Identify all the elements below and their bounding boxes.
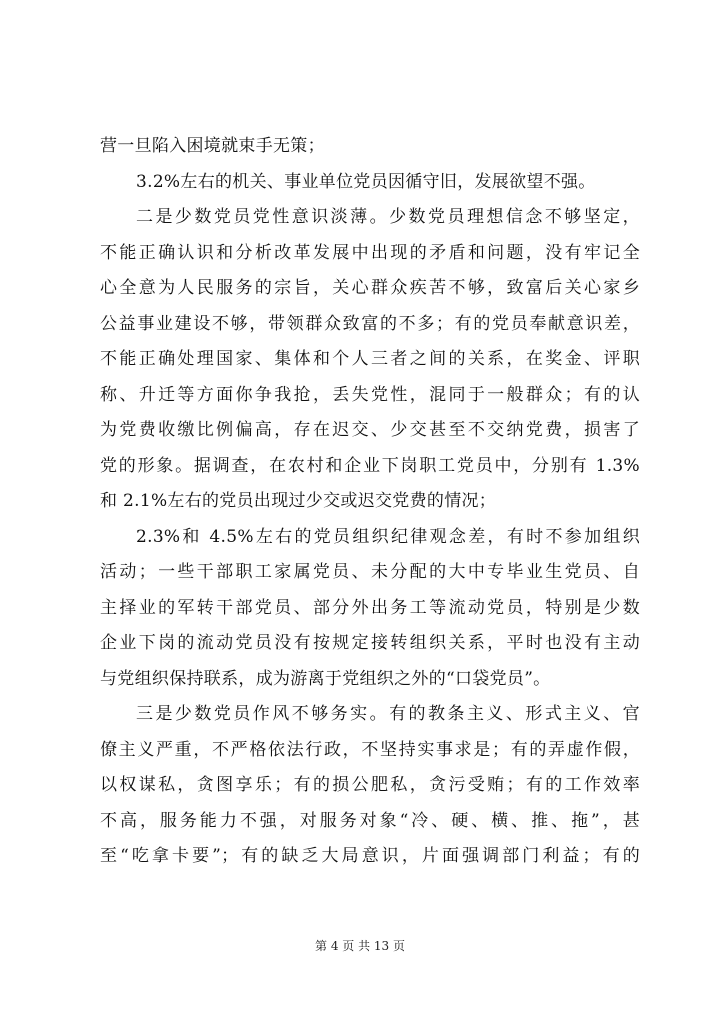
text-line: 不高，服务能力不强，对服务对象“冷、硬、横、推、拖”，甚	[100, 810, 640, 831]
text-line: 二是少数党员党性意识淡薄。少数党员理想信念不够坚定，	[136, 207, 640, 227]
text-line: 三是少数党员作风不够务实。有的教条主义、形式主义、官	[136, 704, 640, 724]
text-line: 和 2.1%左右的党员出现过少交或迟交党费的情况；	[100, 491, 497, 511]
text-line: 至“吃拿卡要”；有的缺乏大局意识，片面强调部门利益；有的	[100, 846, 640, 866]
page-footer: 第 4 页 共 13 页	[315, 939, 405, 953]
text-line: 企业下岗的流动党员没有按规定接转组织关系，平时也没有主动	[100, 633, 640, 653]
text-line: 僚主义严重，不严格依法行政，不坚持实事求是；有的弄虚作假，	[100, 739, 640, 760]
text-line: 活动；一些干部职工家属党员、未分配的大中专毕业生党员、自	[100, 562, 640, 582]
text-line: 以权谋私，贪图享乐；有的损公肥私，贪污受贿；有的工作效率	[100, 775, 640, 795]
text-line: 营一旦陷入困境就束手无策；	[100, 136, 325, 156]
text-line: 心全意为人民服务的宗旨，关心群众疾苦不够，致富后关心家乡	[100, 278, 640, 298]
text-line: 2.3%和 4.5%左右的党员组织纪律观念差，有时不参加组织	[136, 526, 640, 547]
text-line: 与党组织保持联系，成为游离于党组织之外的“口袋党员”。	[100, 668, 551, 689]
text-line: 公益事业建设不够，带领群众致富的不多；有的党员奉献意识差，	[100, 313, 640, 334]
text-line: 3.2%左右的机关、事业单位党员因循守旧，发展欲望不强。	[136, 171, 596, 192]
text-line: 不能正确认识和分析改革发展中出现的矛盾和问题，没有牢记全	[100, 242, 640, 263]
text-line: 不能正确处理国家、集体和个人三者之间的关系，在奖金、评职	[100, 349, 640, 369]
text-line: 为党费收缴比例偏高，存在迟交、少交甚至不交纳党费，损害了	[100, 420, 640, 440]
text-line: 称、升迁等方面你争我抢，丢失党性，混同于一般群众；有的认	[100, 384, 640, 405]
text-line: 党的形象。据调查，在农村和企业下岗职工党员中，分别有 1.3%	[100, 455, 640, 476]
text-line: 主择业的军转干部党员、部分外出务工等流动党员，特别是少数	[100, 597, 640, 618]
document-body	[100, 129, 640, 875]
